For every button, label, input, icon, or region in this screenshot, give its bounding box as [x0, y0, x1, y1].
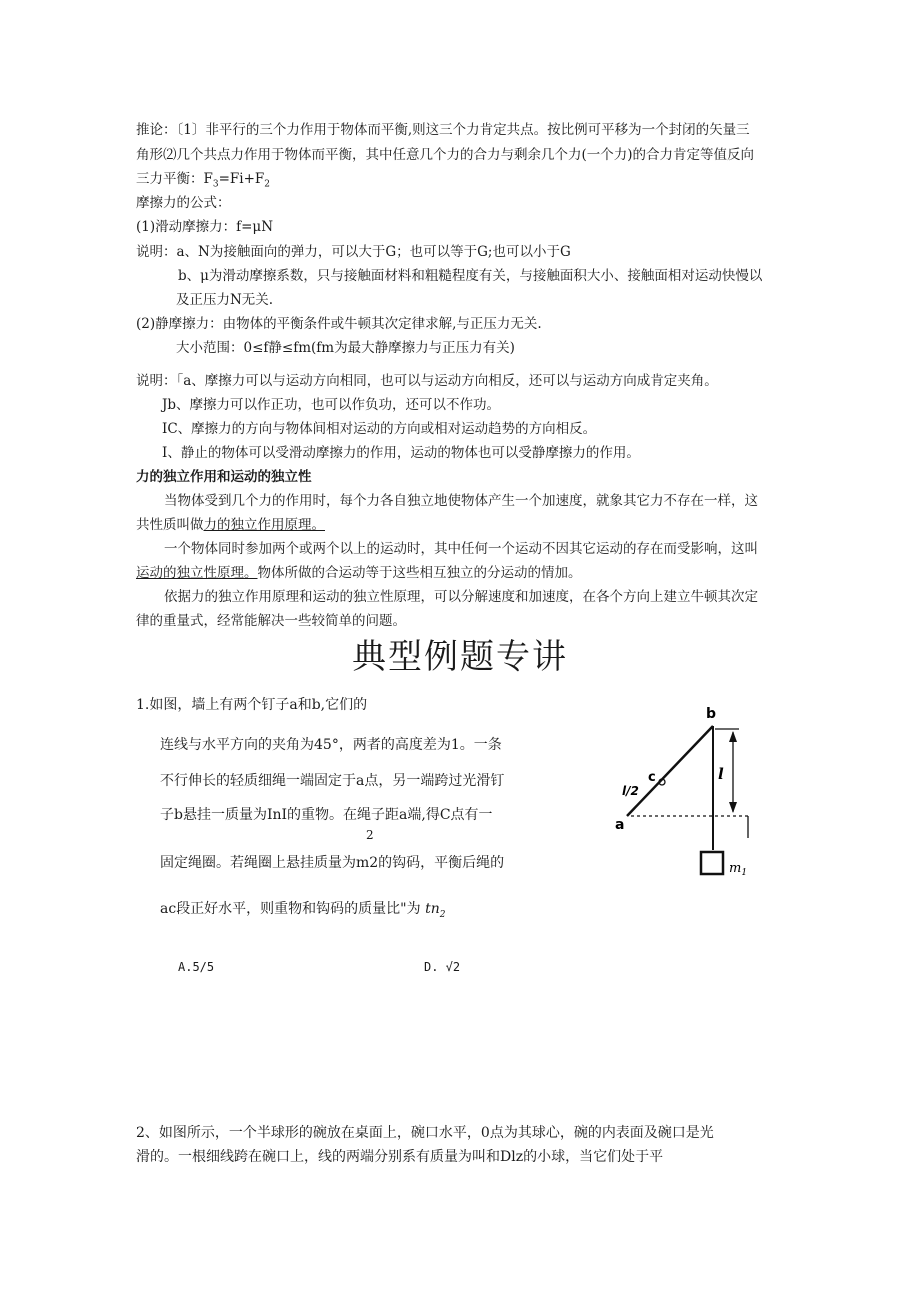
q1-line: ac段正好水平，则重物和钩码的质量比"为 $tn_2$	[160, 901, 446, 920]
text-line: 当物体受到几个力的作用时，每个力各自独立地使物体产生一个加速度，就象其它力不存在一样，这	[164, 493, 758, 509]
q1-figure	[605, 700, 765, 885]
q1-line: 1.如图，墙上有两个钉子a和b,它们的	[136, 697, 368, 713]
text-line: 大小范围：0≤f静≤fm(fm为最大静摩擦力与正压力有关)	[176, 340, 515, 356]
text-line: b、μ为滑动摩擦系数，只与接触面材料和粗糙程度有关，与接触面积大小、接触面相对运动快慢以	[178, 268, 763, 284]
text-line: (2)静摩擦力：由物体的平衡条件或牛顿其次定律求解,与正压力无关.	[136, 316, 542, 332]
text-line: 依据力的独立作用原理和运动的独立性原理，可以分解速度和加速度，在各个方向上建立牛顿其次定	[164, 589, 758, 605]
q1-line: 连线与水平方向的夹角为45°，两者的高度差为1。一条	[160, 737, 502, 753]
text-line: 角形⑵几个共点力作用于物体而平衡，其中任意几个力的合力与剩余几个力(一个力)的合力肯定等值反向	[136, 147, 755, 163]
rope-ab	[627, 726, 713, 816]
section-title: 典型例题专讲	[352, 637, 568, 677]
text-line: 共性质叫做力的独立作用原理。	[136, 517, 325, 533]
friction-heading: 摩擦力的公式：	[136, 195, 231, 211]
arrow-down-icon	[729, 802, 737, 813]
option-a: A.5/5	[178, 960, 215, 974]
text-line: 及正压力N无关.	[176, 292, 274, 308]
text-line: 推论：〔1〕非平行的三个力作用于物体而平衡,则这三个力肯定共点。按比例可平移为一个封闭的矢量三	[136, 122, 750, 138]
arrow-up-icon	[729, 731, 737, 742]
mass-box	[701, 852, 723, 874]
option-d: D. √2	[424, 960, 461, 974]
text-line: 一个物体同时参加两个或两个以上的运动时，其中任何一个运动不因其它运动的存在而受影响，这叫	[164, 541, 758, 557]
text-line: IC、摩擦力的方向与物体间相对运动的方向或相对运动趋势的方向相反。	[162, 421, 597, 437]
text-line: Jb、摩擦力可以作正功，也可以作负功，还可以不作功。	[162, 397, 501, 413]
text-line: 律的重量式，经常能解决一些较简单的问题。	[136, 613, 406, 629]
text-line: 说明：a、N为接触面向的弹力，可以大于G；也可以等于G;也可以小于G	[136, 244, 571, 260]
text-line: I、静止的物体可以受滑动摩擦力的作用，运动的物体也可以受静摩擦力的作用。	[162, 445, 640, 461]
label-c: c	[648, 770, 656, 785]
label-l-half: l/2	[622, 784, 639, 798]
text-line: 运动的独立性原理。物体所做的合运动等于这些相互独立的分运动的情加。	[136, 565, 582, 581]
text-line: (1)滑动摩擦力：f=μN	[136, 219, 274, 235]
q1-line: 不行伸长的轻质细绳一端固定于a点，另一端跨过光滑钉	[160, 773, 505, 789]
q1-line: 子b悬挂一质量为InI的重物。在绳子距a端,得C点有一	[160, 807, 493, 823]
q1-line: 固定绳圈。若绳圈上悬挂质量为m2的钩码，平衡后绳的	[160, 855, 505, 871]
q2-line: 滑的。一根细线跨在碗口上，线的两端分别系有质量为叫和Dlz的小球，当它们处于平	[136, 1149, 664, 1165]
label-l: l	[718, 765, 724, 783]
label-b: b	[706, 706, 717, 722]
label-a: a	[615, 817, 625, 833]
q2-line: 2、如图所示，一个半球形的碗放在桌面上，碗口水平，0点为其球心，碗的内表面及碗口是光	[136, 1125, 714, 1141]
text-line: 说明：「a、摩擦力可以与运动方向相同，也可以与运动方向相反，还可以与运动方向成肯定夹角。	[136, 373, 718, 389]
q1-line-subscript: 2	[366, 828, 374, 842]
text-line: 三力平衡：$F_3=Fi+F_2$	[136, 171, 271, 190]
independence-heading: 力的独立作用和运动的独立性	[136, 469, 312, 485]
label-m1: $m_1$	[729, 861, 748, 878]
